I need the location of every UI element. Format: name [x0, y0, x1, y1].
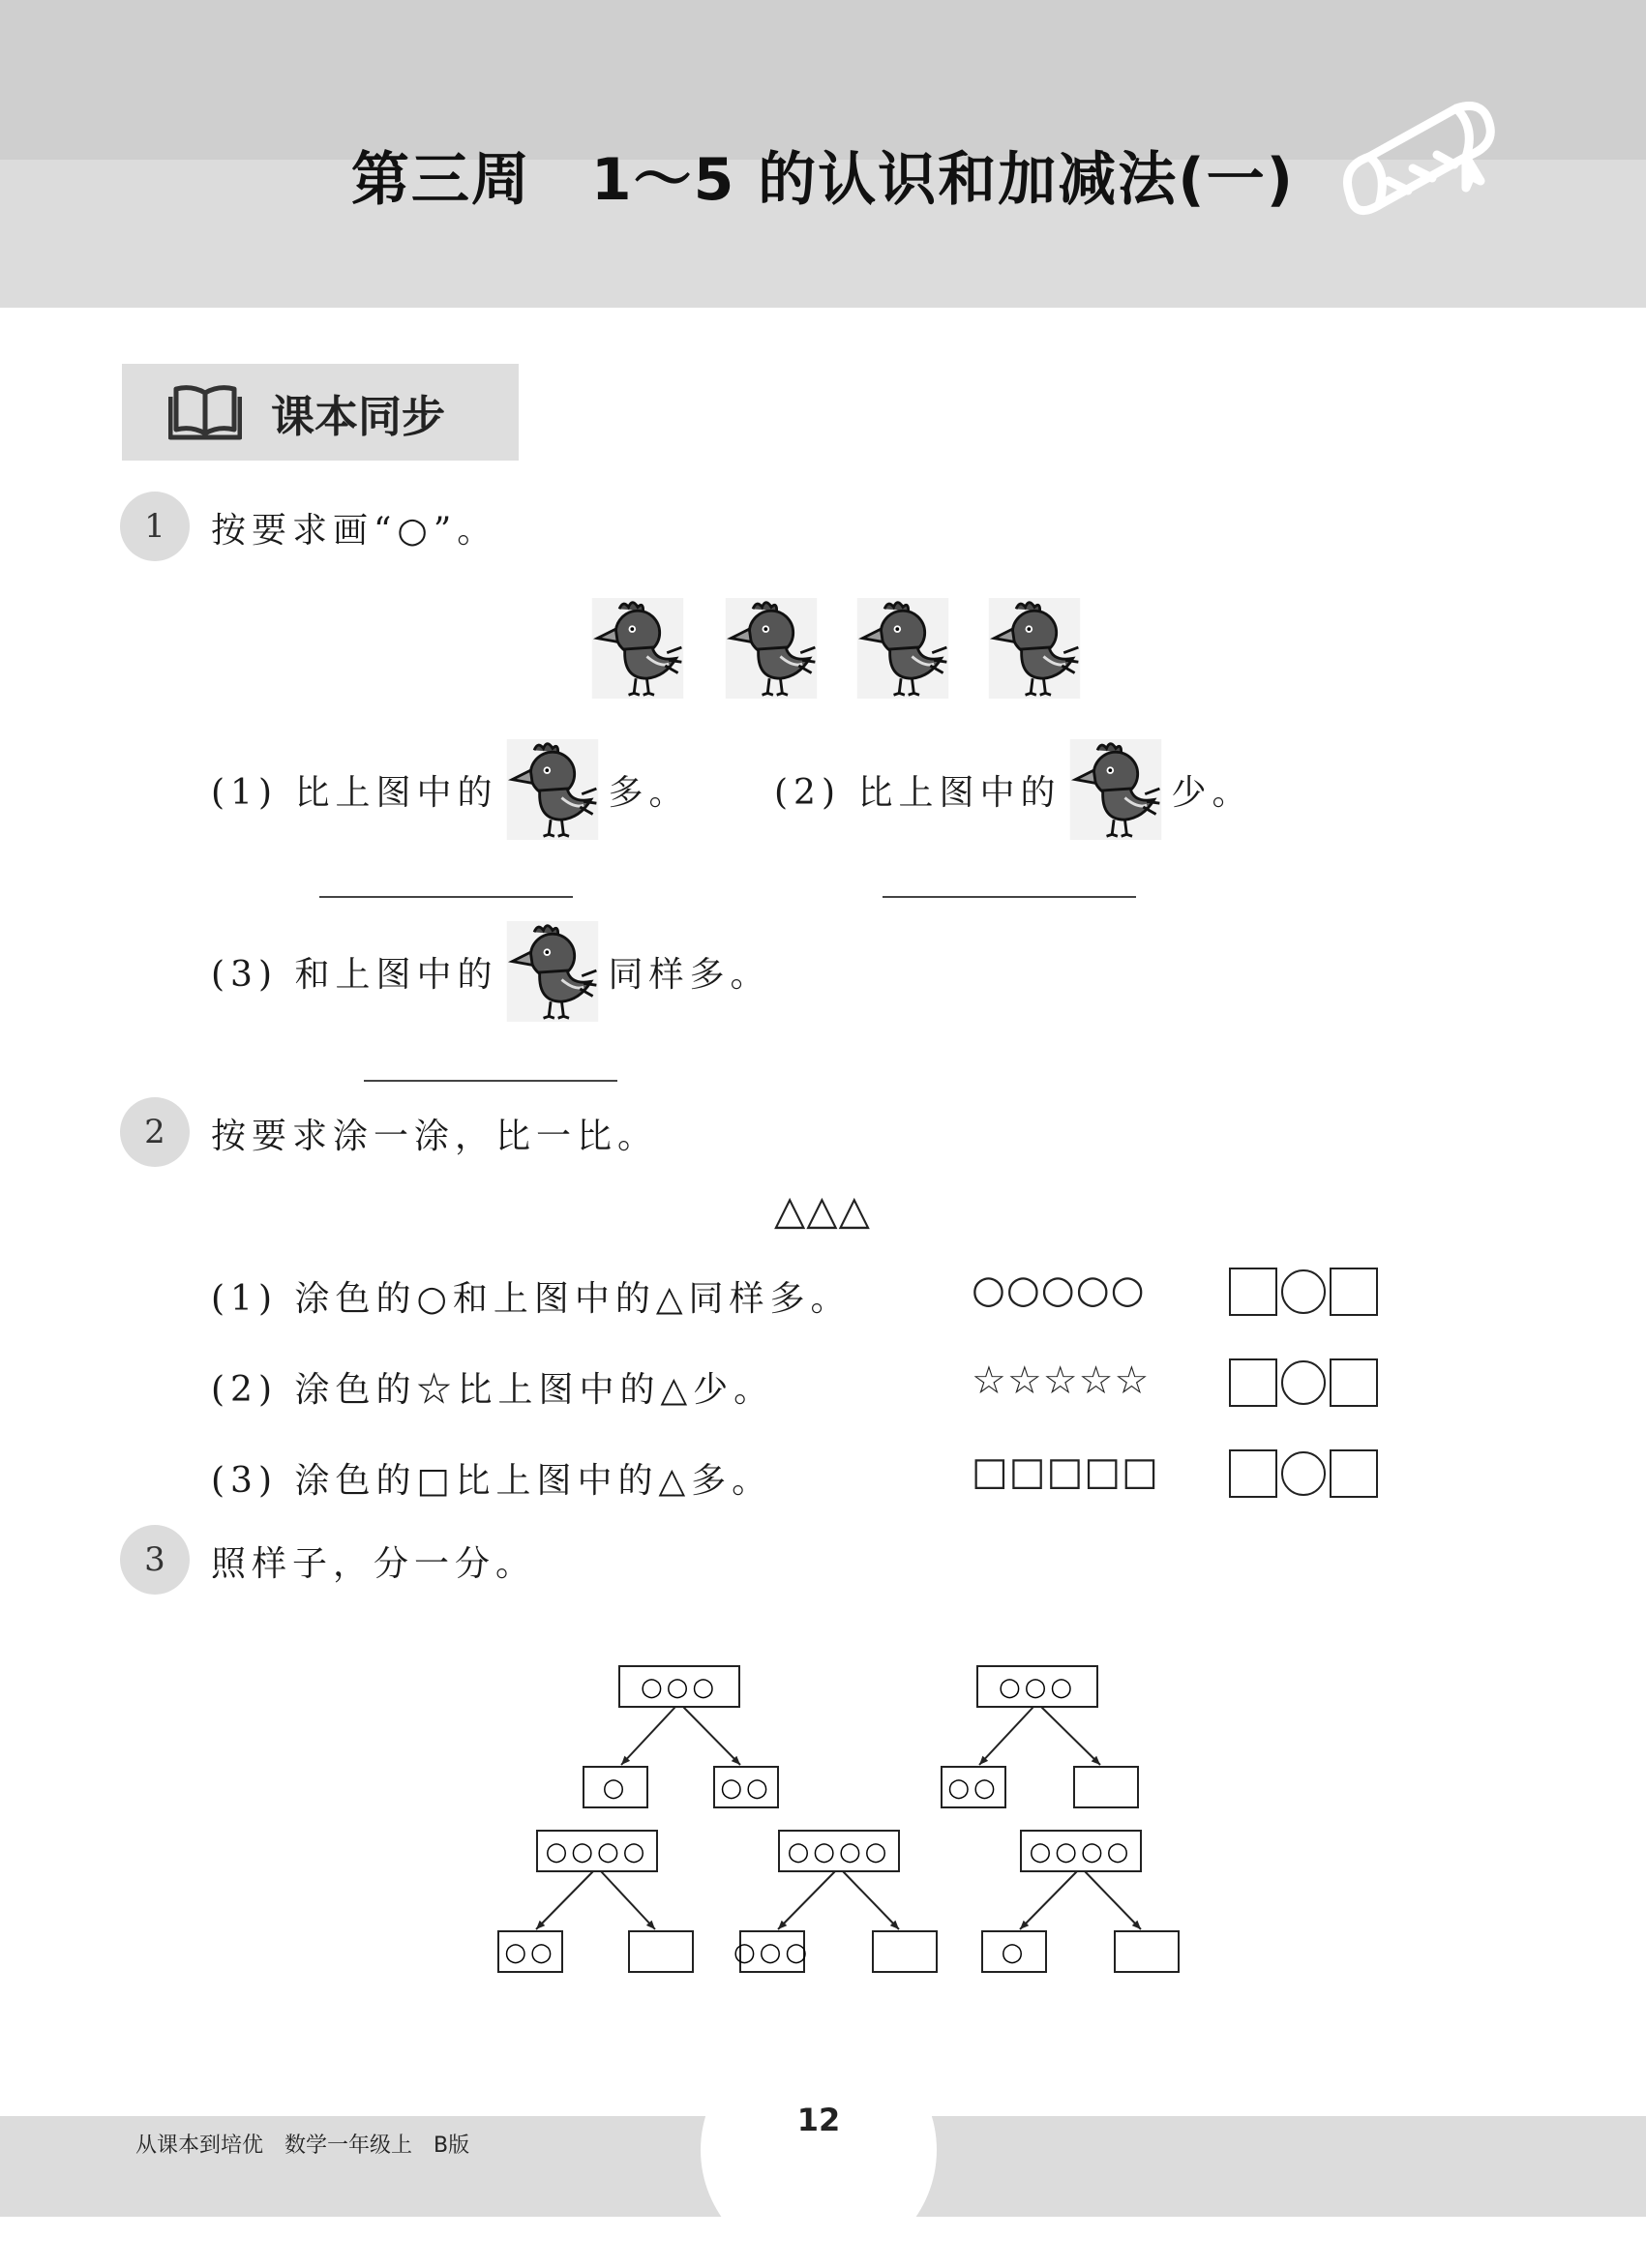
page-title: 第三周 1～5 的认识和加减法(一) — [350, 146, 1296, 214]
page-number: 12 — [796, 2102, 841, 2138]
tree-right-box[interactable] — [1115, 1931, 1179, 1972]
tree-arrow-line — [1020, 1871, 1077, 1929]
tree-top-circles: ○○○ — [640, 1673, 719, 1702]
tree-arrow-line — [1085, 1871, 1141, 1929]
tree-right-box[interactable] — [1074, 1767, 1138, 1807]
tree-arrow-line — [621, 1707, 675, 1765]
tree-left-circles: ○○ — [504, 1938, 556, 1967]
question-2-number: 2 — [120, 1097, 190, 1167]
book-title: 从课本到培优 数学一年级上 B版 — [135, 2134, 470, 2158]
tree-left-circles: ○ — [1001, 1938, 1028, 1967]
triangle-row: △△△ — [774, 1186, 871, 1234]
tree-top-circles: ○○○○ — [1029, 1837, 1133, 1866]
section-label: 课本同步 — [271, 390, 446, 442]
star-row[interactable]: ☆☆☆☆☆ — [972, 1358, 1151, 1403]
q1-sub2-suffix: 少。 — [1171, 772, 1253, 813]
q1-sub2-prefix: (2) 比上图中的 — [774, 772, 1062, 813]
q2-sub3: (3) 涂色的□比上图中的△多。 — [211, 1461, 773, 1501]
q2-sub2: (2) 涂色的☆比上图中的△少。 — [211, 1370, 775, 1410]
square-row[interactable]: □□□□□ — [972, 1449, 1159, 1494]
tree-arrow-line — [536, 1871, 593, 1929]
tree-top-circles: ○○○○ — [787, 1837, 891, 1866]
circle-row[interactable]: ○○○○○ — [972, 1268, 1146, 1312]
question-1-number: 1 — [120, 492, 190, 561]
tree-top-circles: ○○○○ — [545, 1837, 649, 1866]
tree-arrow-line — [601, 1871, 655, 1929]
tree-arrow-line — [683, 1707, 740, 1765]
tree-left-circles: ○ — [602, 1774, 629, 1803]
question-1-prompt: 按要求画“○”。 — [211, 511, 498, 551]
tree-top-circles: ○○○ — [998, 1673, 1077, 1702]
tree-arrow-line — [1041, 1707, 1100, 1765]
q2-sub1: (1) 涂色的○和上图中的△同样多。 — [211, 1279, 852, 1319]
tree-right-box[interactable] — [629, 1931, 693, 1972]
q1-sub1-suffix: 多。 — [608, 772, 690, 813]
tree-right-box[interactable] — [873, 1931, 937, 1972]
footer-page-tab — [701, 2032, 937, 2268]
q1-sub1-prefix: (1) 比上图中的 — [211, 772, 498, 813]
question-3-number: 3 — [120, 1525, 190, 1595]
tree-arrow-line — [979, 1707, 1033, 1765]
tree-left-circles: ○○○ — [733, 1938, 812, 1967]
q1-sub3-suffix: 同样多。 — [608, 954, 771, 995]
question-3-prompt: 照样子，分一分。 — [211, 1544, 537, 1584]
q1-sub3-prefix: (3) 和上图中的 — [211, 954, 498, 995]
tree-right-circles: ○○ — [720, 1774, 772, 1803]
tree-left-circles: ○○ — [947, 1774, 1000, 1803]
tree-arrow-line — [778, 1871, 835, 1929]
tree-arrow-line — [843, 1871, 899, 1929]
question-2-prompt: 按要求涂一涂，比一比。 — [211, 1117, 659, 1156]
